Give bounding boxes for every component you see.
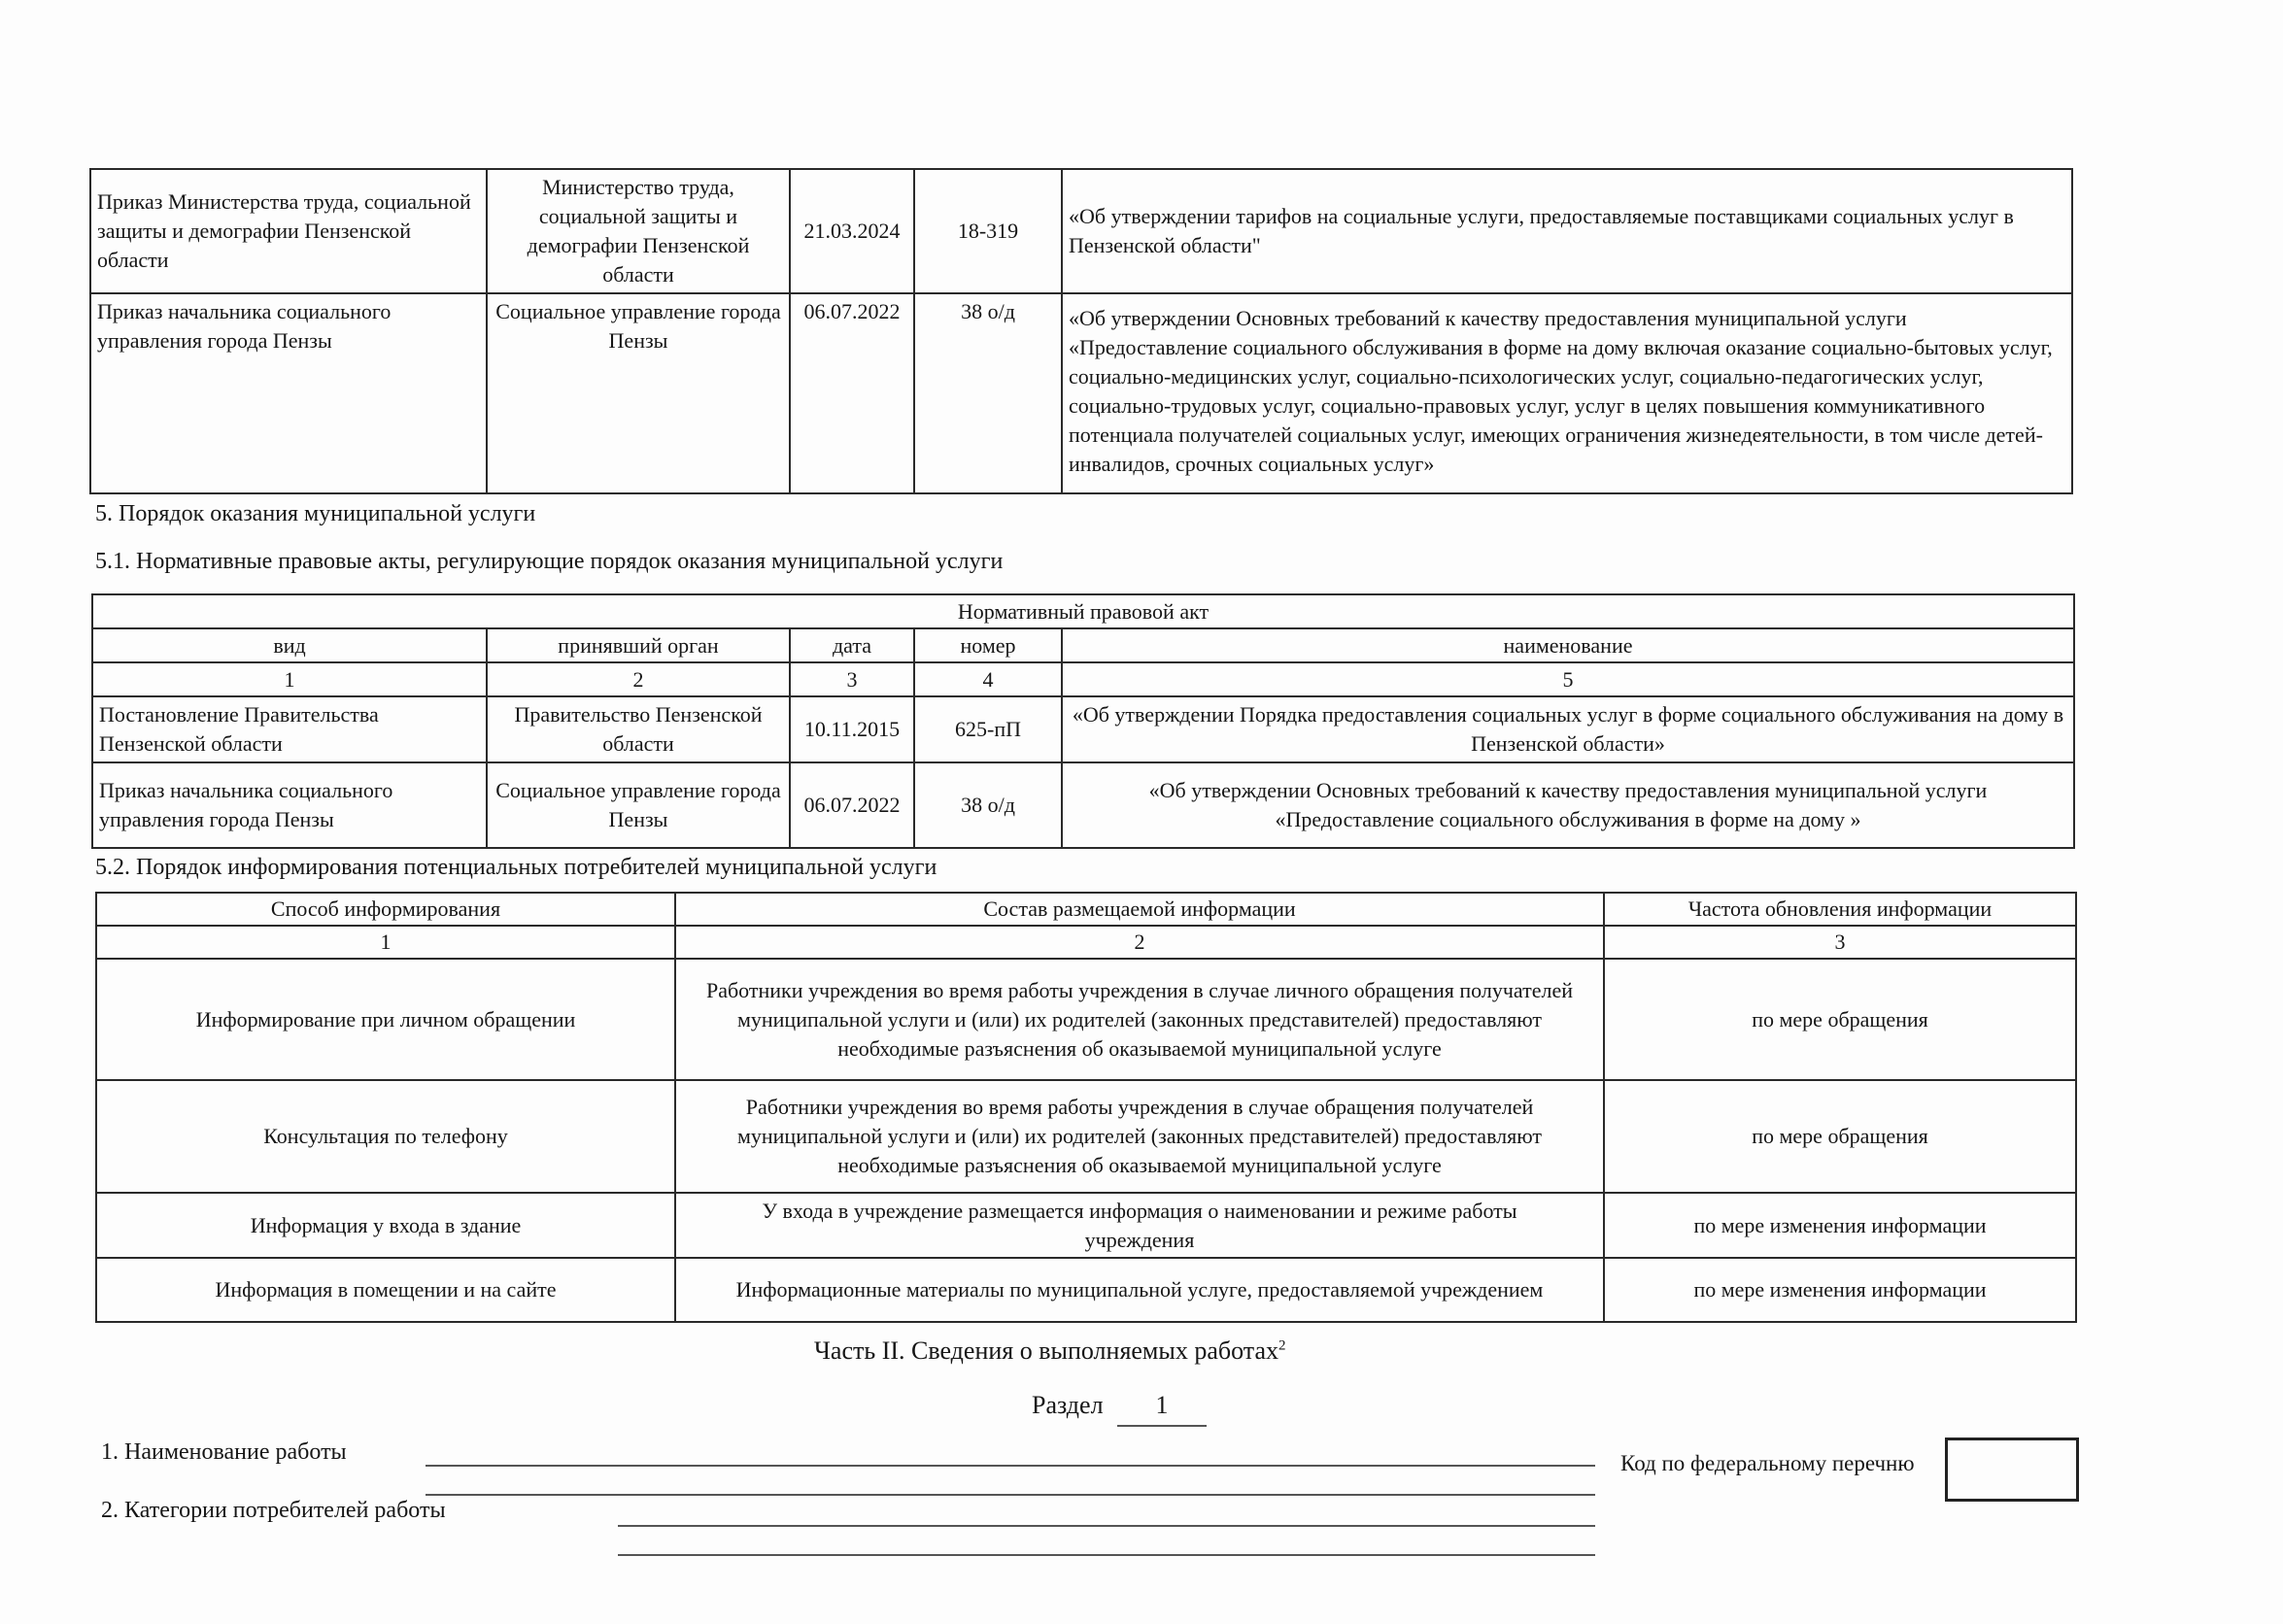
act-date-cell: 21.03.2024 <box>790 169 914 293</box>
column-header: Состав размещаемой информации <box>675 893 1604 926</box>
section-number: 1 <box>1155 1391 1169 1419</box>
column-number: 3 <box>1604 926 2076 959</box>
column-header: дата <box>790 628 914 662</box>
federal-code-label: Код по федеральному перечню <box>1620 1451 1915 1475</box>
act-type-cell: Приказ начальника социального управления города Пензы <box>92 762 487 848</box>
federal-code-box <box>1945 1438 2079 1502</box>
column-number: 2 <box>487 662 790 696</box>
section-5-2-title: 5.2. Порядок информирования потенциальных потребителей муниципальной услуги <box>95 855 937 880</box>
consumer-categories-line-2 <box>618 1554 1595 1556</box>
act-organ-cell: Министерство труда, социальной защиты и демографии Пензенской области <box>487 169 790 293</box>
act-type-cell: Приказ начальника социального управления города Пензы <box>90 293 487 493</box>
act-date-cell: 06.07.2022 <box>790 762 914 848</box>
part-2-title-text: Часть II. Сведения о выполняемых работах <box>814 1336 1279 1365</box>
info-method-cell: Информация в помещении и на сайте <box>96 1258 675 1322</box>
column-header: Частота обновления информации <box>1604 893 2076 926</box>
act-name-cell: «Об утверждении тарифов на социальные услуги, предоставляемые поставщиками социальных услуг в Пензенской области" <box>1062 169 2072 293</box>
act-name-cell: «Об утверждении Основных требований к качеству предоставления муниципальной услуги «Предоставление социального обслуживания в форме на дому » <box>1062 762 2074 848</box>
column-number: 5 <box>1062 662 2074 696</box>
act-type-cell: Приказ Министерства труда, социальной защиты и демографии Пензенской области <box>90 169 487 293</box>
act-number-cell: 18-319 <box>914 169 1062 293</box>
normative-acts-table <box>91 593 2075 849</box>
info-content-cell: Работники учреждения во время работы учреждения в случае личного обращения получателей муниципальной услуги и (или) их родителей (законных представителей) предоставляют необходимые разъяснения об оказываемой муниципальной услуге <box>675 959 1604 1080</box>
info-frequency-cell: по мере обращения <box>1604 959 2076 1080</box>
info-content-cell: Информационные материалы по муниципальной услуге, предоставляемой учреждением <box>675 1258 1604 1322</box>
info-content-cell: У входа в учреждение размещается информация о наименовании и режиме работы учреждения <box>675 1193 1604 1258</box>
act-name-cell: «Об утверждении Порядка предоставления социальных услуг в форме социального обслуживания на дому в Пензенской области» <box>1062 696 2074 762</box>
footnote-mark: 2 <box>1278 1337 1286 1354</box>
act-organ-cell: Социальное управление города Пензы <box>487 293 790 493</box>
act-organ-cell: Правительство Пензенской области <box>487 696 790 762</box>
column-number: 2 <box>675 926 1604 959</box>
information-methods-table <box>95 892 2077 1323</box>
work-name-label: 1. Наименование работы <box>101 1439 347 1465</box>
consumer-categories-line <box>618 1525 1595 1527</box>
section-number-underline <box>1117 1425 1207 1427</box>
act-number-cell: 625-пП <box>914 696 1062 762</box>
info-frequency-cell: по мере обращения <box>1604 1080 2076 1193</box>
column-number: 4 <box>914 662 1062 696</box>
column-header: номер <box>914 628 1062 662</box>
act-number-cell: 38 о/д <box>914 293 1062 493</box>
legal-acts-table-continued <box>89 168 2073 494</box>
act-date-cell: 10.11.2015 <box>790 696 914 762</box>
act-date-cell: 06.07.2022 <box>790 293 914 493</box>
column-number: 1 <box>96 926 675 959</box>
section-5-title: 5. Порядок оказания муниципальной услуги <box>95 501 536 526</box>
work-name-line <box>426 1465 1595 1467</box>
act-organ-cell: Социальное управление города Пензы <box>487 762 790 848</box>
column-header: принявший орган <box>487 628 790 662</box>
info-frequency-cell: по мере изменения информации <box>1604 1193 2076 1258</box>
column-number: 1 <box>92 662 487 696</box>
column-header: Способ информирования <box>96 893 675 926</box>
normative-act-group-header: Нормативный правовой акт <box>92 594 2074 628</box>
act-type-cell: Постановление Правительства Пензенской области <box>92 696 487 762</box>
info-method-cell: Информация у входа в здание <box>96 1193 675 1258</box>
column-header: вид <box>92 628 487 662</box>
work-name-line-2 <box>426 1494 1595 1496</box>
act-number-cell: 38 о/д <box>914 762 1062 848</box>
section-label: Раздел <box>1032 1391 1104 1419</box>
column-number: 3 <box>790 662 914 696</box>
info-frequency-cell: по мере изменения информации <box>1604 1258 2076 1322</box>
section-5-1-title: 5.1. Нормативные правовые акты, регулирующие порядок оказания муниципальной услуги <box>95 549 1004 574</box>
act-name-cell: «Об утверждении Основных требований к качеству предоставления муниципальной услуги «Предоставление социального обслуживания в форме на дому включая оказание социально-бытовых услуг, социально-медицинских услуг, социально-психологических услуг, социально-педагогических услуг, социально-трудовых услуг, социально-правовых услуг, услуг в целях повышения коммуникативного потенциала получателей социальных услуг, имеющих ограничения жизнедеятельности, в том числе детей-инвалидов, срочных социальных услуг» <box>1062 293 2072 493</box>
consumer-categories-label: 2. Категории потребителей работы <box>101 1498 446 1523</box>
info-method-cell: Консультация по телефону <box>96 1080 675 1193</box>
info-content-cell: Работники учреждения во время работы учреждения в случае обращения получателей муниципальной услуги и (или) их родителей (законных представителей) предоставляют необходимые разъяснения об оказываемой муниципальной услуге <box>675 1080 1604 1193</box>
info-method-cell: Информирование при личном обращении <box>96 959 675 1080</box>
part-2-title <box>814 1336 1286 1366</box>
column-header: наименование <box>1062 628 2074 662</box>
